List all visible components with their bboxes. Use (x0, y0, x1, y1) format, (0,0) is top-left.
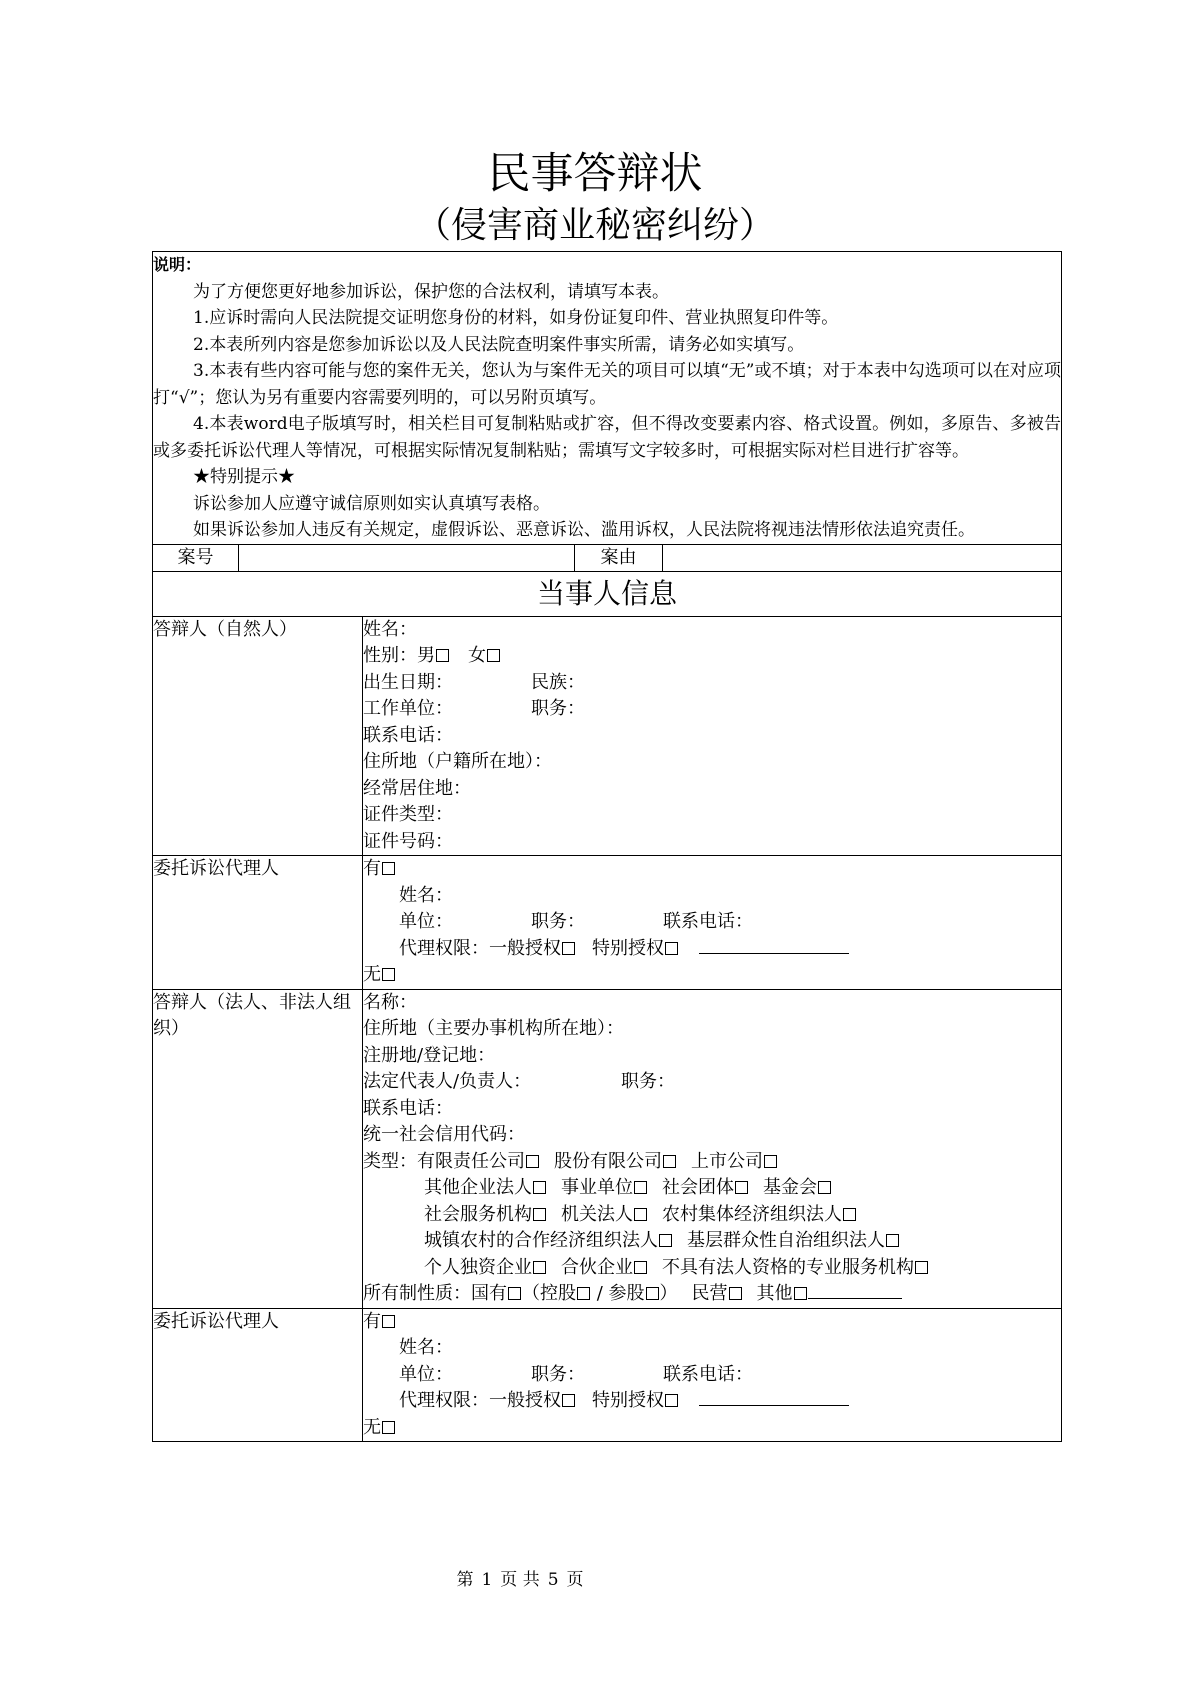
agent-label: 委托诉讼代理人 (153, 1308, 363, 1442)
other-option: 其他 (756, 1283, 793, 1304)
domicile-field[interactable]: 住所地（户籍所在地）： (363, 751, 552, 772)
instruction-paragraph: 为了方便您更好地参加诉讼，保护您的合法权利，请填写本表。 (193, 281, 669, 302)
page-footer (0, 1565, 1040, 1590)
agent-fields (363, 856, 1062, 990)
org-type-checkbox[interactable] (915, 1261, 928, 1274)
org-type-checkbox[interactable] (634, 1261, 647, 1274)
org-type-option: 股份有限公司 (554, 1150, 662, 1172)
page-number: 1 (481, 1570, 493, 1590)
org-type-checkbox[interactable] (843, 1208, 856, 1221)
org-type-checkbox[interactable] (533, 1181, 546, 1194)
authority-blank-line[interactable] (699, 937, 849, 954)
agent-yes-option: 有 (363, 1310, 381, 1332)
ethnicity-field[interactable]: 民族： (531, 671, 585, 693)
case-cause-field[interactable] (663, 544, 1062, 571)
org-name-field[interactable]: 名称： (363, 991, 417, 1013)
natural-person-label: 答辩人（自然人） (153, 616, 363, 856)
male-option: 男 (417, 645, 435, 666)
private-option: 民营 (691, 1283, 728, 1304)
case-number-label: 案号 (153, 544, 239, 571)
holding-option: （控股 (522, 1283, 576, 1304)
org-type-option: 社会服务机构 (424, 1203, 532, 1225)
org-type-label: 类型： (363, 1150, 417, 1172)
case-number-field[interactable] (239, 544, 575, 571)
instruction-paragraph: 1.应诉时需向人民法院提交证明您身份的材料，如身份证复印件、营业执照复印件等。 (193, 308, 839, 328)
org-type-option: 农村集体经济组织法人 (662, 1203, 842, 1225)
state-owned-checkbox[interactable] (508, 1287, 521, 1300)
agent-no-option: 无 (363, 964, 381, 985)
natural-person-fields (363, 616, 1062, 856)
org-type-option: 个人独资企业 (424, 1256, 532, 1278)
answer-form-table (152, 251, 1062, 1442)
id-type-field[interactable]: 证件类型： (363, 804, 453, 825)
ownership-row (363, 1281, 1061, 1308)
org-type-checkbox[interactable] (818, 1181, 831, 1194)
agent-unit-field[interactable]: 单位： (399, 911, 453, 932)
org-type-option: 机关法人 (561, 1203, 633, 1225)
female-option: 女 (468, 645, 486, 666)
page-suffix: 页 (566, 1570, 584, 1590)
page-mid: 页 共 (500, 1570, 540, 1590)
agent-position-field[interactable]: 职务： (531, 1363, 585, 1385)
phone-field[interactable]: 联系电话： (363, 724, 453, 746)
special-authority-label: 特别授权 (592, 1390, 664, 1411)
agent-fields (363, 1308, 1062, 1442)
position-field[interactable]: 职务： (531, 698, 585, 719)
document-title: 民事答辩状 (487, 149, 703, 199)
male-checkbox[interactable] (436, 649, 449, 662)
org-type-checkbox[interactable] (533, 1261, 546, 1274)
instruction-paragraph: 诉讼参加人应遵守诚信原则如实认真填写表格。 (193, 493, 550, 514)
org-type-option: 上市公司 (691, 1150, 763, 1172)
org-type-row (363, 1228, 1061, 1255)
special-authority-label: 特别授权 (592, 937, 664, 959)
birth-date-field[interactable]: 出生日期： (363, 671, 453, 693)
document-subtitle: （侵害商业秘密纠纷） (414, 205, 775, 246)
female-checkbox[interactable] (487, 649, 500, 662)
org-type-option: 其他企业法人 (424, 1177, 532, 1198)
other-checkbox[interactable] (794, 1287, 807, 1300)
org-type-checkbox[interactable] (533, 1208, 546, 1221)
credit-code-field[interactable]: 统一社会信用代码： (363, 1124, 525, 1145)
agent-yes-checkbox[interactable] (382, 862, 395, 875)
general-authority-checkbox[interactable] (562, 1394, 575, 1407)
agent-position-field[interactable]: 职务： (531, 911, 585, 932)
org-type-checkbox[interactable] (526, 1155, 539, 1168)
special-notice-heading: ★特别提示★ (193, 467, 295, 487)
agent-no-checkbox[interactable] (382, 1421, 395, 1434)
case-cause-label: 案由 (575, 544, 663, 571)
org-type-checkbox[interactable] (886, 1234, 899, 1247)
instructions-heading: 说明： (153, 255, 202, 274)
org-type-option: 合伙企业 (561, 1256, 633, 1278)
close-paren: ） (659, 1283, 678, 1304)
org-phone-field[interactable]: 联系电话： (363, 1097, 453, 1119)
agent-authority-label: 代理权限：一般授权 (399, 937, 561, 959)
page-total: 5 (547, 1570, 559, 1590)
agent-phone-field[interactable]: 联系电话： (663, 1363, 753, 1385)
org-type-option: 基金会 (763, 1177, 817, 1198)
general-authority-checkbox[interactable] (562, 942, 575, 955)
special-authority-checkbox[interactable] (665, 942, 678, 955)
agent-label: 委托诉讼代理人 (153, 856, 363, 990)
registered-place-field[interactable]: 注册地/登记地： (363, 1044, 496, 1066)
other-blank-line[interactable] (808, 1282, 902, 1299)
gender-field (363, 643, 1061, 670)
page-prefix: 第 (456, 1570, 474, 1590)
special-authority-checkbox[interactable] (665, 1394, 678, 1407)
org-type-option: 基层群众性自治组织法人 (687, 1230, 885, 1251)
representative-field[interactable]: 法定代表人/负责人： (363, 1071, 532, 1092)
share-option: / 参股 (591, 1283, 645, 1304)
org-type-checkbox[interactable] (634, 1181, 647, 1194)
instructions-section (153, 252, 1062, 545)
agent-yes-checkbox[interactable] (382, 1315, 395, 1328)
instruction-paragraph: 4.本表word电子版填写时，相关栏目可复制粘贴或扩容，但不得改变要素内容、格式设置。例如，多原告、多被告或多委托诉讼代理人等情况，可根据实际情况复制粘贴；需填写文字较多时，可根据实际对栏目进行扩容等。 (153, 414, 1061, 461)
employer-field[interactable]: 工作单位： (363, 698, 453, 719)
holding-checkbox[interactable] (577, 1287, 590, 1300)
org-type-checkbox[interactable] (764, 1155, 777, 1168)
agent-phone-field[interactable]: 联系电话： (663, 911, 753, 932)
representative-position-field[interactable]: 职务： (621, 1071, 675, 1092)
org-type-checkbox[interactable] (735, 1181, 748, 1194)
org-type-row (363, 1149, 1061, 1176)
name-field[interactable]: 姓名： (363, 618, 417, 640)
org-type-checkbox[interactable] (634, 1208, 647, 1221)
agent-unit-field[interactable]: 单位： (399, 1363, 453, 1385)
org-type-option: 事业单位 (561, 1177, 633, 1198)
legal-person-label: 答辩人（法人、非法人组织） (153, 989, 363, 1308)
org-type-option: 不具有法人资格的专业服务机构 (662, 1256, 914, 1278)
org-domicile-field[interactable]: 住所地（主要办事机构所在地）： (363, 1018, 624, 1039)
agent-yes-option: 有 (363, 858, 381, 879)
agent-name-field[interactable]: 姓名： (399, 1337, 453, 1358)
residence-field[interactable]: 经常居住地： (363, 777, 471, 799)
agent-no-option: 无 (363, 1416, 381, 1438)
state-owned-option: 国有 (471, 1283, 507, 1304)
org-type-checkbox[interactable] (663, 1155, 676, 1168)
gender-label: 性别： (363, 645, 417, 666)
org-type-option: 有限责任公司 (417, 1150, 525, 1172)
instruction-paragraph: 3.本表有些内容可能与您的案件无关，您认为与案件无关的项目可以填“无”或不填；对于本表中勾选项可以在对应项打“√”；您认为另有重要内容需要列明的，可以另附页填写。 (153, 361, 1061, 408)
authority-blank-line[interactable] (699, 1389, 849, 1406)
org-type-row (363, 1255, 1061, 1282)
org-type-option: 城镇农村的合作经济组织法人 (424, 1230, 658, 1251)
org-type-row (363, 1175, 1061, 1202)
share-checkbox[interactable] (646, 1287, 659, 1300)
org-type-checkbox[interactable] (659, 1234, 672, 1247)
instruction-paragraph: 2.本表所列内容是您参加诉讼以及人民法院查明案件事实所需，请务必如实填写。 (193, 334, 805, 355)
agent-authority-label: 代理权限：一般授权 (399, 1390, 561, 1411)
agent-name-field[interactable]: 姓名： (399, 884, 453, 906)
party-info-heading: 当事人信息 (153, 571, 1062, 616)
org-type-option: 社会团体 (662, 1177, 734, 1198)
org-type-row (363, 1202, 1061, 1229)
ownership-label: 所有制性质： (363, 1283, 471, 1304)
legal-person-fields (363, 989, 1062, 1308)
private-checkbox[interactable] (729, 1287, 742, 1300)
instruction-paragraph: 如果诉讼参加人违反有关规定，虚假诉讼、恶意诉讼、滥用诉权，人民法院将视违法情形依法追究责任。 (193, 520, 975, 540)
id-number-field[interactable]: 证件号码： (363, 830, 453, 852)
agent-no-checkbox[interactable] (382, 968, 395, 981)
